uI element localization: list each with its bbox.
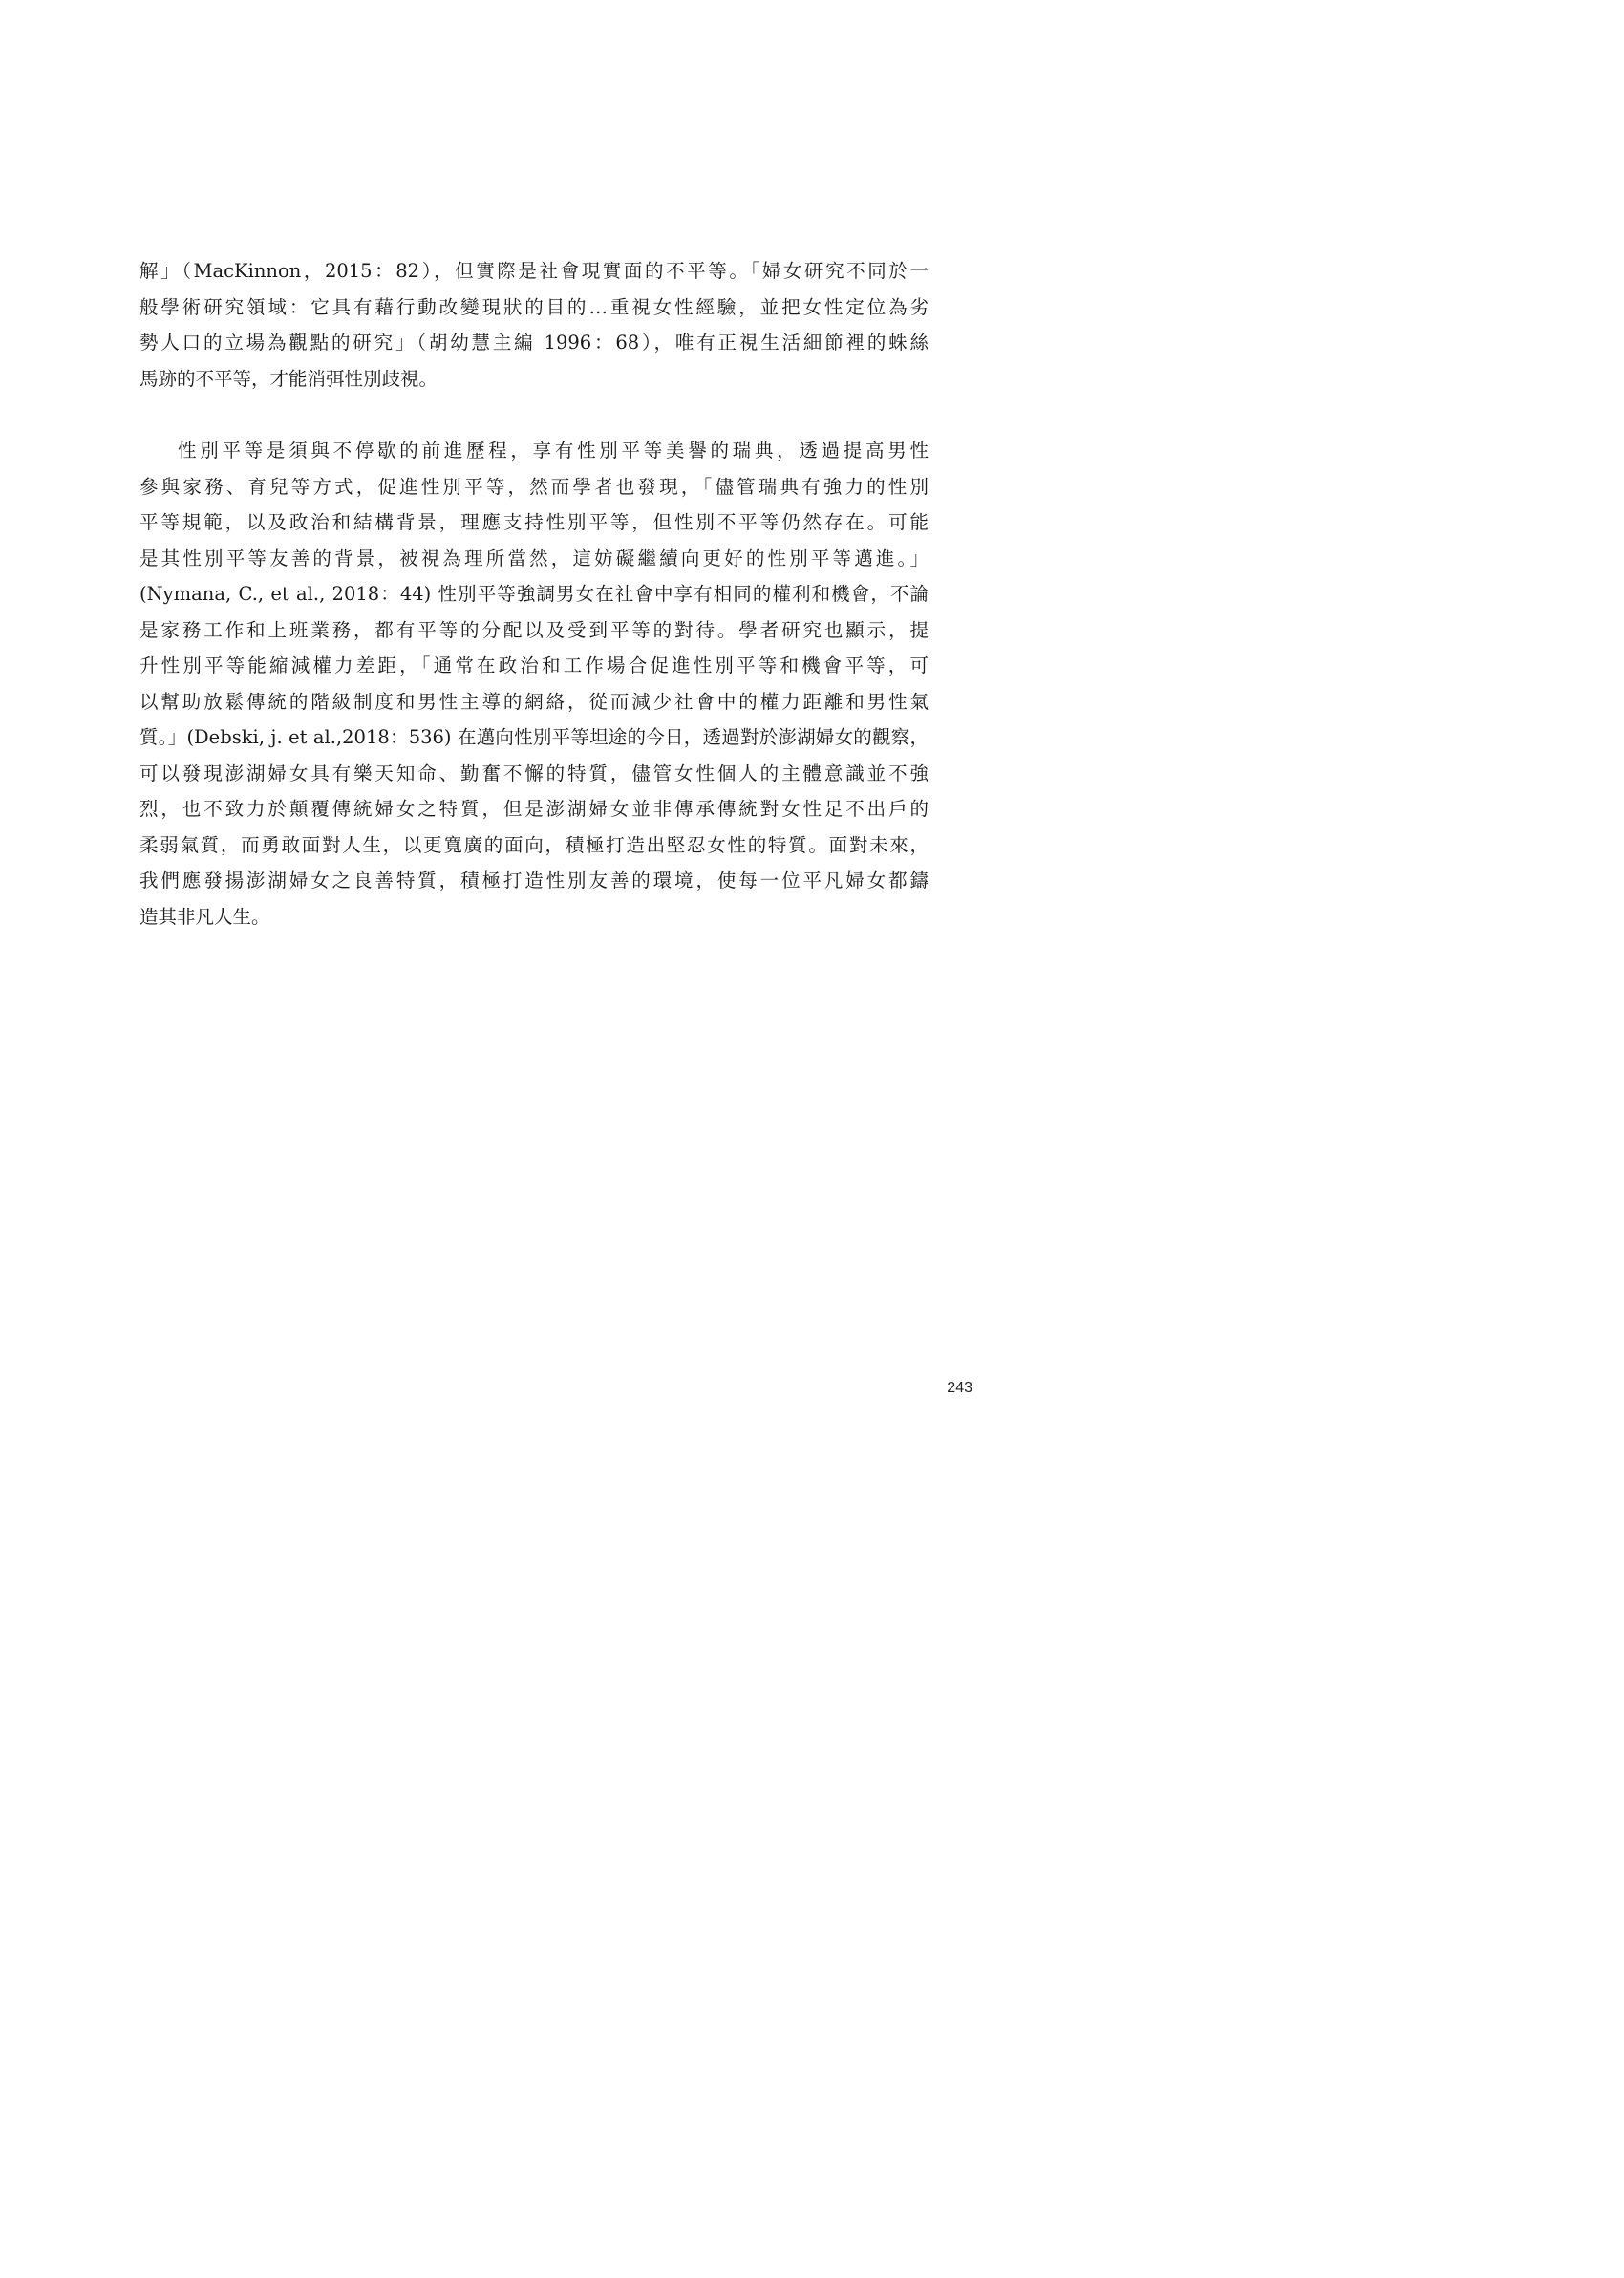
text-line: 勢人口的立場為觀點的研究」（胡幼慧主編 1996：68），唯有正視生活細節裡的蛛絲 [139,332,929,354]
text-line: 性別平等是須與不停歇的前進歷程，享有性別平等美譽的瑞典，透過提高男性 [178,440,929,462]
text-line: 可以發現澎湖婦女具有樂天知命、勤奮不懈的特質，儘管女性個人的主體意識並不強 [139,762,929,784]
text-line: 我們應發揚澎湖婦女之良善特質，積極打造性別友善的環境，使每一位平凡婦女都鑄 [139,870,929,892]
text-line: 烈，也不致力於顛覆傳統婦女之特質，但是澎湖婦女並非傳承傳統對女性足不出戶的 [139,798,929,820]
document-page [0,0,1051,1487]
text-line: 般學術研究領域：它具有藉行動改變現狀的目的…重視女性經驗，並把女性定位為劣 [139,295,929,318]
paragraph-1 [139,253,929,397]
text-line: 質。」(Debski, j. et al.,2018：536) 在邁向性別平等坦途的今日，透過對於澎湖婦女的觀察， [139,726,929,748]
text-line: 平等規範，以及政治和結構背景，理應支持性別平等，但性別不平等仍然存在。可能 [139,511,929,533]
text-line: 是家務工作和上班業務，都有平等的分配以及受到平等的對待。學者研究也顯示，提 [139,618,929,641]
page-number: 243 [947,1380,972,1396]
paragraph-2 [139,433,929,935]
text-line: 解」（MacKinnon，2015：82），但實際是社會現實面的不平等。「婦女研究不同於一 [139,260,929,282]
text-line: 參與家務、育兒等方式，促進性別平等，然而學者也發現，「儘管瑞典有強力的性別 [139,475,929,498]
text-line: 升性別平等能縮減權力差距，「通常在政治和工作場合促進性別平等和機會平等，可 [139,655,929,677]
text-line: (Nymana, C., et al., 2018：44) 性別平等強調男女在社會中享有相同的權利和機會，不論 [139,583,929,605]
text-line: 柔弱氣質，而勇敢面對人生，以更寬廣的面向，積極打造出堅忍女性的特質。面對未來， [139,833,929,856]
text-line: 造其非凡人生。 [139,905,270,928]
text-line: 是其性別平等友善的背景，被視為理所當然，這妨礙繼續向更好的性別平等邁進。」 [139,547,929,570]
text-line: 以幫助放鬆傳統的階級制度和男性主導的網絡，從而減少社會中的權力距離和男性氣 [139,690,929,713]
text-line: 馬跡的不平等，才能消弭性別歧視。 [139,367,438,390]
